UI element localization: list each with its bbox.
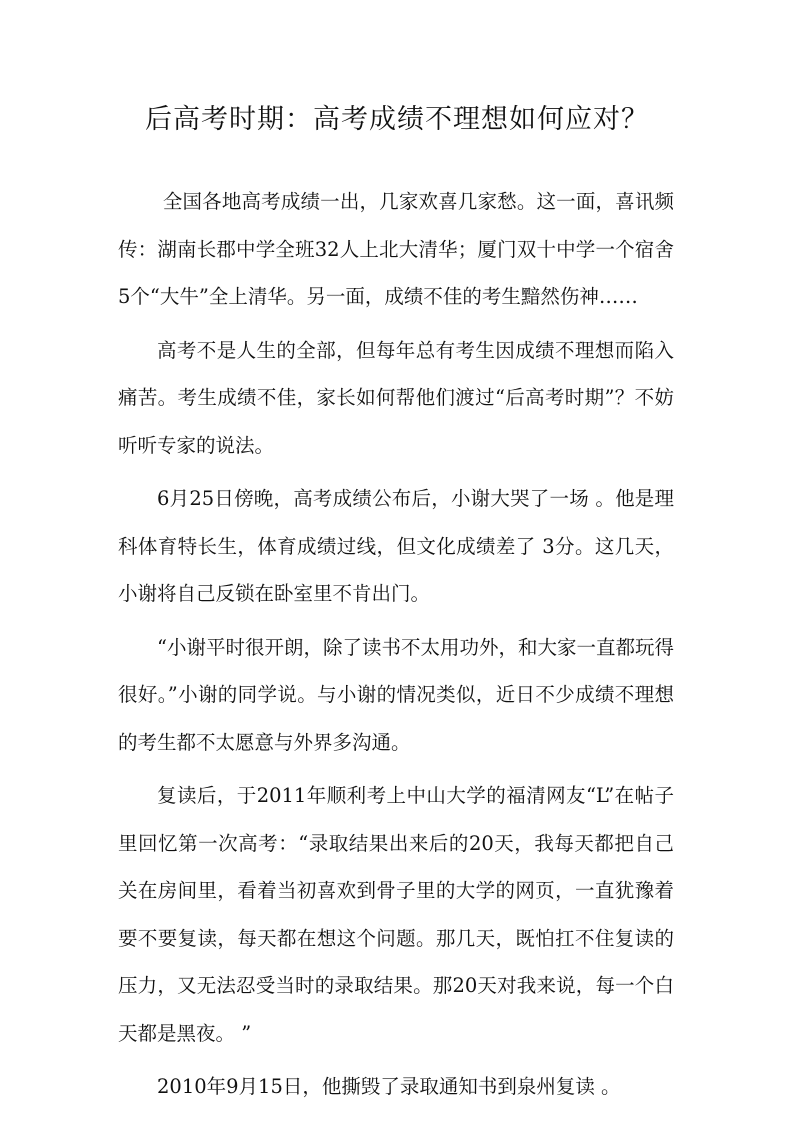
paragraph-5: 复读后，于2011年顺利考上中山大学的福清网友“L”在帖子里回忆第一次高考：“录取结果出来后的20天，我每天都把自己关在房间里，看着当初喜欢到骨子里的大学的网页，一直犹豫着要不要复读，每天都在想这个问题。那几天，既怕扛不住复读的压力，又无法忍受当时的录取结果。那20天对我来说，每一个白天都是黑夜。 ” (118, 784, 674, 1045)
paragraph-6: 2010年9月15日，他撕毁了录取通知书到泉州复读 。 (157, 1075, 621, 1098)
paragraph-2: 高考不是人生的全部，但每年总有考生因成绩不理想而陷入痛苦。考生成绩不佳，家长如何帮他们渡过“后高考时期”？不妨听听专家的说法。 (118, 338, 674, 457)
paragraph-1: 全国各地高考成绩一出，几家欢喜几家愁。这一面，喜讯频传：湖南长郡中学全班32人上北大清华；厦门双十中学一个宿舍5个“大牛”全上清华。另一面，成绩不佳的考生黯然伤神…… (118, 190, 674, 308)
paragraph-3: 6月25日傍晚，高考成绩公布后，小谢大哭了一场 。他是理科体育特长生，体育成绩过线，但文化成绩差了 3分。这几天，小谢将自己反锁在卧室里不肯出门。 (118, 487, 674, 605)
paragraph-4: “小谢平时很开朗，除了读书不太用功外，和大家一直都玩得很好。”小谢的同学说。与小谢的情况类似，近日不少成绩不理想的考生都不太愿意与外界多沟通。 (118, 635, 674, 754)
article-body (118, 178, 674, 1117)
document-title: 后高考时期：高考成绩不理想如何应对？ (145, 104, 649, 135)
